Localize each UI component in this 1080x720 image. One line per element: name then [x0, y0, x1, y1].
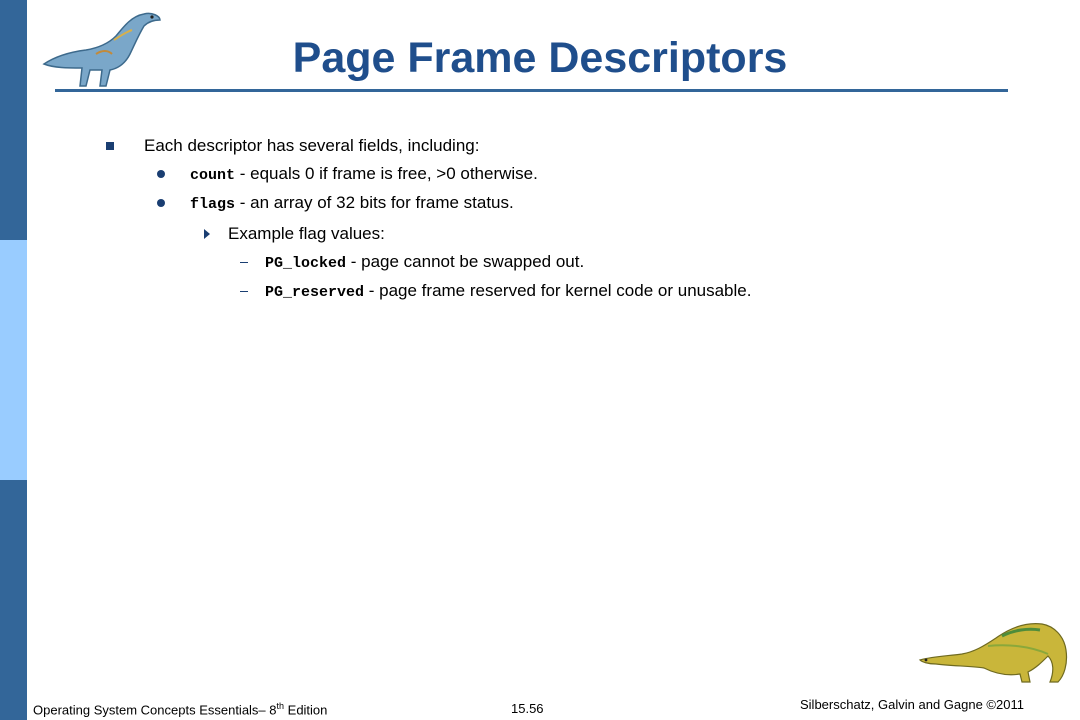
footer-title-sup: th [276, 701, 285, 711]
code-pg-locked: PG_locked [265, 255, 347, 272]
footer-title-edition: Edition [284, 702, 328, 718]
code-count: count [190, 167, 236, 184]
page-title [0, 34, 1080, 83]
bullet-pg-reserved [265, 281, 751, 303]
footer-page-number: 15.56 [511, 701, 544, 716]
dot-bullet-icon [157, 199, 165, 207]
flags-description: - an array of 32 bits for frame status. [235, 193, 514, 212]
sidebar-band [0, 0, 27, 720]
bullet-descriptor-fields: Each descriptor has several fields, including: [144, 136, 480, 155]
dash-bullet-icon [240, 291, 248, 292]
footer-copyright: Silberschatz, Galvin and Gagne ©2011 [800, 697, 1024, 712]
bullet-count [190, 164, 538, 186]
bullet-pg-locked [265, 252, 584, 274]
bullet-example-flags: Example flag values: [228, 224, 385, 243]
sidebar-dark-bottom [0, 480, 27, 720]
footer-title-main: Operating System Concepts Essentials– 8 [33, 702, 277, 718]
code-flags: flags [190, 196, 236, 213]
dinosaur-icon [918, 616, 1068, 686]
footer-course-title [33, 701, 327, 717]
title-divider [55, 89, 1008, 92]
page-title-text: Page Frame Descriptors [292, 34, 788, 82]
triangle-bullet-icon [204, 229, 210, 239]
pg-reserved-description: - page frame reserved for kernel code or unusable. [364, 281, 752, 300]
bullet-flags [190, 193, 514, 215]
square-bullet-icon [106, 142, 114, 150]
code-pg-reserved: PG_reserved [265, 284, 365, 301]
pg-locked-description: - page cannot be swapped out. [346, 252, 585, 271]
sidebar-light-middle [0, 240, 27, 480]
dot-bullet-icon [157, 170, 165, 178]
count-description: - equals 0 if frame is free, >0 otherwise. [235, 164, 538, 183]
dash-bullet-icon [240, 262, 248, 263]
